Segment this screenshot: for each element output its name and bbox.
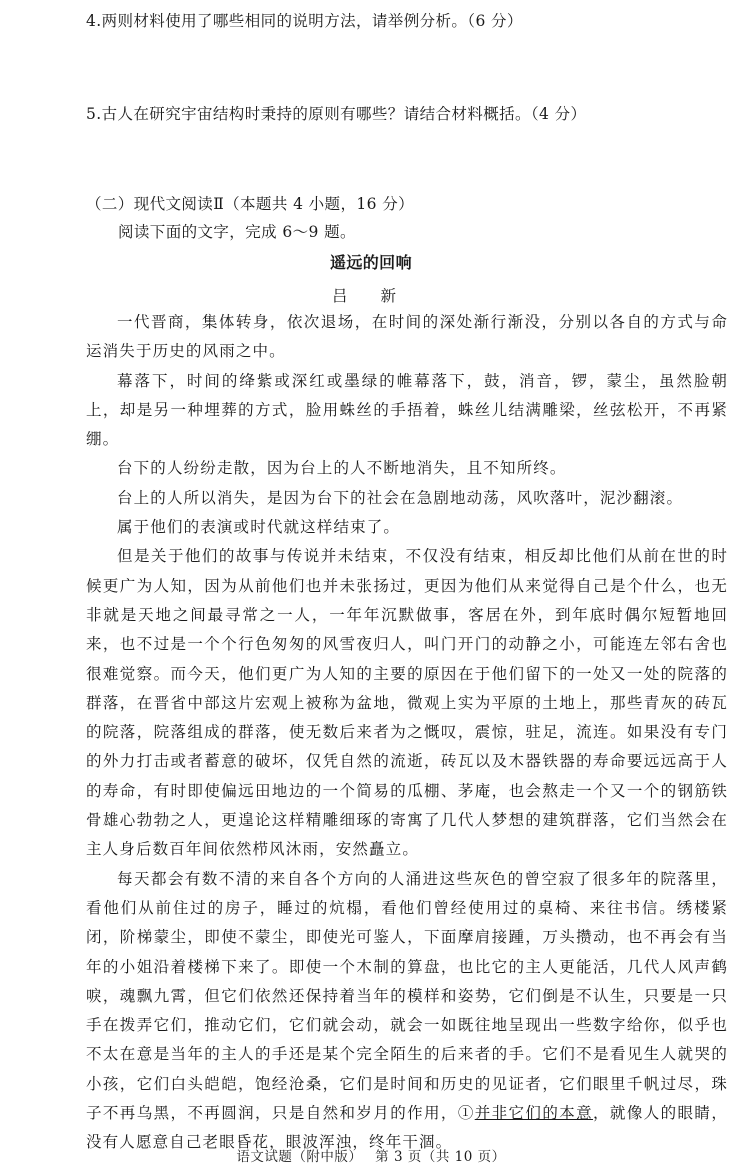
article-author: 吕 新 [332, 287, 410, 305]
footer-page-number: 第 3 页（共 10 页） [375, 1149, 506, 1165]
paragraph: 幕落下，时间的绛紫或深红或墨绿的帷幕落下，鼓，消音，锣，蒙尘，虽然脸朝上，却是另一种埋葬的方式，脸用蛛丝的手捂着，蛛丝儿结满雕梁，丝弦松开，不再紧绷。 [86, 371, 728, 449]
paragraph: 但是关于他们的故事与传说并未结束，不仅没有结束，相反却比他们从前在世的时候更广为人知，因为从前他们也并未张扬过，更因为他们从来觉得自己是个什么，也无非就是天地之间最寻常之一人，一年年沉默做事，客居在外，到年底时偶尔短暂地回来，也不过是一个个行色匆匆的风雪夜归人，叫门开门的动静之小，可能连左邻右舍也很难觉察。而今天，他们更广为人知的主要的原因在于他们留下的一处又一处的院落的群落，在晋省中部这片宏观上被称为盆地，微观上实为平原的土地上，那些青灰的砖瓦的院落，院落组成的群落，使无数后来者为之慨叹，震惊，驻足，流连。如果没有专门的外力打击或者蓄意的破坏，仅凭自然的流逝，砖瓦以及木器铁器的寿命要远远高于人的寿命，有时即使偏远田地边的一个简易的瓜棚、茅庵，也会熬走一个又一个的钢筋铁骨雄心勃勃之人，更遑论这样精雕细琢的寄寓了几代人梦想的建筑群落，它们当然会在主人身后数百年间依然栉风沐雨，安然矗立。 [86, 547, 728, 859]
paragraph: 台下的人纷纷走散，因为台上的人不断地消失，且不知所终。 [117, 459, 567, 478]
article-body [86, 308, 728, 1158]
paragraph-text: 每天都会有数不清的来自各个方向的人涌进这些灰色的曾空寂了很多年的院落里，看他们从前住过的房子，睡过的炕榻，看他们曾经使用过的桌椅、来往书信。绣楼紧闭，阶梯蒙尘，即使不蒙尘，即使光可鉴人，下面摩肩接踵，万头攒动，也不再会有当年的小姐沿着楼梯下来了。即使一个木制的算盘，也比它的主人更能活，几代人风声鹤唳，魂飘九霄，但它们依然还保持着当年的模样和姿势，它们倒是不认生，只要是一只手在拨弄它们，推动它们，它们就会动，就会一如既往地呈现出一些数字给你，似乎也不太在意是当年的主人的手还是某个完全陌生的后来者的手。它们不是看见生人就哭的小孩，它们白头皑皑，饱经沧桑，它们是时间和历史的见证者，它们眼里千帆过尽，珠子不再乌黑，不再圆润，只是自然和岁月的作用， [86, 869, 728, 1123]
question-4: 4.两则材料使用了哪些相同的说明方法，请举例分析。（6 分） [86, 12, 523, 30]
paragraph-with-underline [86, 865, 728, 1158]
page-footer [0, 1145, 742, 1165]
article-title: 遥远的回响 [329, 253, 412, 272]
footer-subject: 语文试题（附中版） [236, 1149, 363, 1165]
paragraph: 一代晋商，集体转身，依次退场，在时间的深处渐行渐没，分别以各自的方式与命运消失于历史的风雨之中。 [86, 313, 728, 361]
section-heading: （二）现代文阅读Ⅱ（本题共 4 小题，16 分） [86, 195, 415, 213]
paragraph: 台上的人所以消失，是因为台下的社会在急剧地动荡，风吹落叶，泥沙翻滚。 [117, 488, 684, 507]
section-instruction: 阅读下面的文字，完成 6～9 题。 [118, 223, 356, 241]
question-5: 5.古人在研究宇宙结构时秉持的原则有哪些？请结合材料概括。（4 分） [86, 105, 587, 123]
underlined-phrase: 并非它们的本意 [474, 1104, 594, 1123]
paragraph-text-end: ，就像人的眼睛，没有人愿意自己老眼昏花，眼波浑浊，终年干涸。 [86, 1104, 728, 1152]
underline-marker: ① [457, 1104, 475, 1123]
paragraph: 属于他们的表演或时代就这样结束了。 [117, 518, 401, 537]
